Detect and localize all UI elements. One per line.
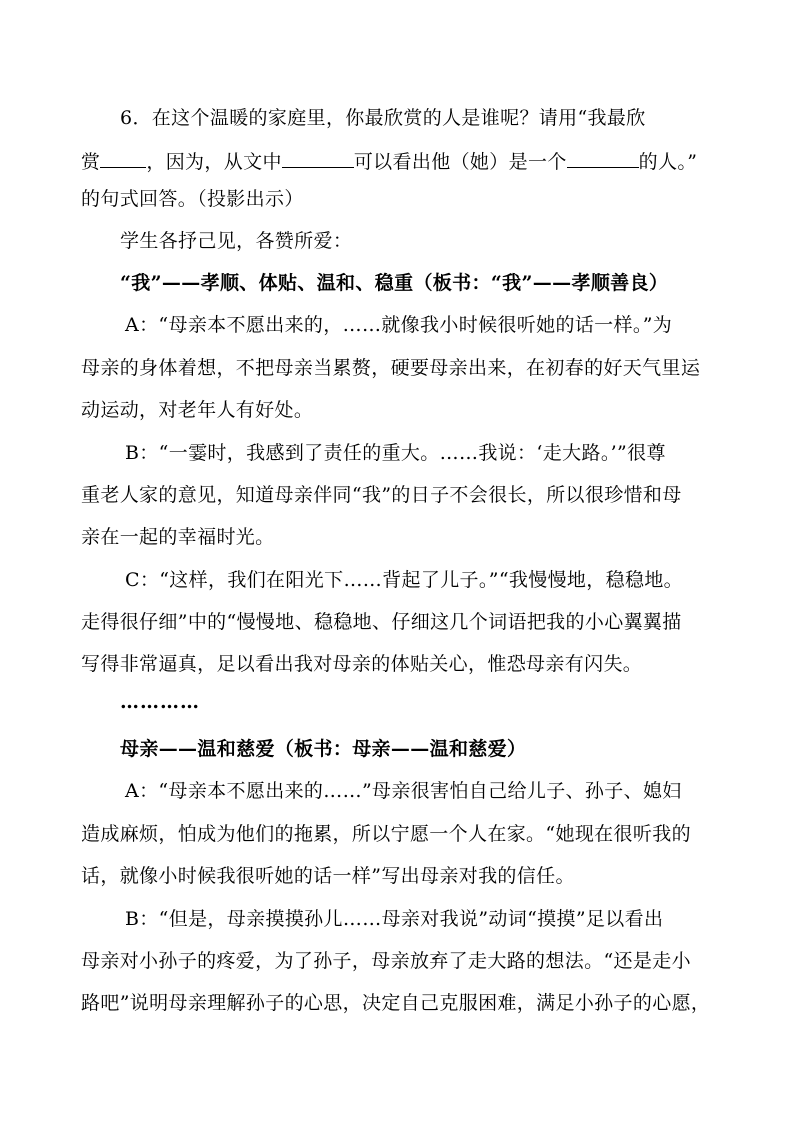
section-me-heading: “我”——孝顺、体贴、温和、稳重（板书：“我”——孝顺善良） — [120, 272, 669, 294]
question-6-line-2 — [81, 149, 697, 174]
section-mother-a-line-1: A：“母亲本不愿出来的……”母亲很害怕自己给儿子、孙子、媳妇 — [125, 780, 682, 802]
section-mother-heading: 母亲——温和慈爱（板书：母亲——温和慈爱） — [120, 738, 527, 760]
question-6-line-3: 的句式回答。（投影出示） — [81, 188, 304, 210]
section-me-c-line-2: 走得很仔细”中的“慢慢地、稳稳地、仔细这几个词语把我的小心翼翼描 — [81, 611, 682, 633]
section-me-c-line-1: C：“这样，我们在阳光下……背起了儿子。”“我慢慢地，稳稳地。 — [125, 569, 684, 591]
question-6-line-1: 6．在这个温暖的家庭里，你最欣赏的人是谁呢？请用“我最欣 — [120, 107, 646, 129]
answer-blank-2 — [282, 149, 354, 168]
section-mother-a-line-3: 话，就像小时候我很听她的话一样”写出母亲对我的信任。 — [81, 865, 575, 887]
ellipsis-separator: ………… — [120, 691, 200, 713]
section-me-b-line-1: B：“一霎时，我感到了责任的重大。……我说：‘走大路。’”很尊 — [125, 442, 666, 464]
question-6-text-c: 可以看出他（她）是一个 — [353, 151, 567, 173]
answer-blank-1 — [100, 149, 146, 168]
section-me-b-line-3: 亲在一起的幸福时光。 — [81, 526, 275, 548]
section-me-a-line-1: A：“母亲本不愿出来的，……就像我小时候很听她的话一样。”为 — [125, 314, 673, 336]
question-6-text-a: 赏 — [81, 151, 101, 173]
section-me-a-line-2: 母亲的身体着想，不把母亲当累赘，硬要母亲出来，在初春的好天气里运 — [81, 357, 701, 379]
section-mother-b-line-3: 路吧”说明母亲理解孙子的心思，决定自己克服困难，满足小孙子的心愿， — [81, 992, 711, 1014]
section-me-b-line-2: 重老人家的意见，知道母亲伴同“我”的日子不会很长，所以很珍惜和母 — [81, 484, 682, 506]
question-6-text-b: ，因为，从文中 — [146, 151, 282, 173]
section-me-c-line-3: 写得非常逼真，足以看出我对母亲的体贴关心，惟恐母亲有闪失。 — [81, 653, 643, 675]
section-mother-b-line-1: B：“但是，母亲摸摸孙儿……母亲对我说”动词“摸摸”足以看出 — [125, 908, 664, 930]
intro-text: 学生各抒己见，各赞所爱： — [120, 230, 353, 252]
section-mother-a-line-2: 造成麻烦，怕成为他们的拖累，所以宁愿一个人在家。“她现在很听我的 — [81, 823, 691, 845]
section-mother-b-line-2: 母亲对小孙子的疼爱，为了孙子，母亲放弃了走大路的想法。“还是走小 — [81, 950, 691, 972]
section-me-a-line-3: 动运动，对老年人有好处。 — [81, 399, 314, 421]
question-6-text-d: 的人。” — [638, 151, 698, 173]
answer-blank-3 — [567, 149, 639, 168]
